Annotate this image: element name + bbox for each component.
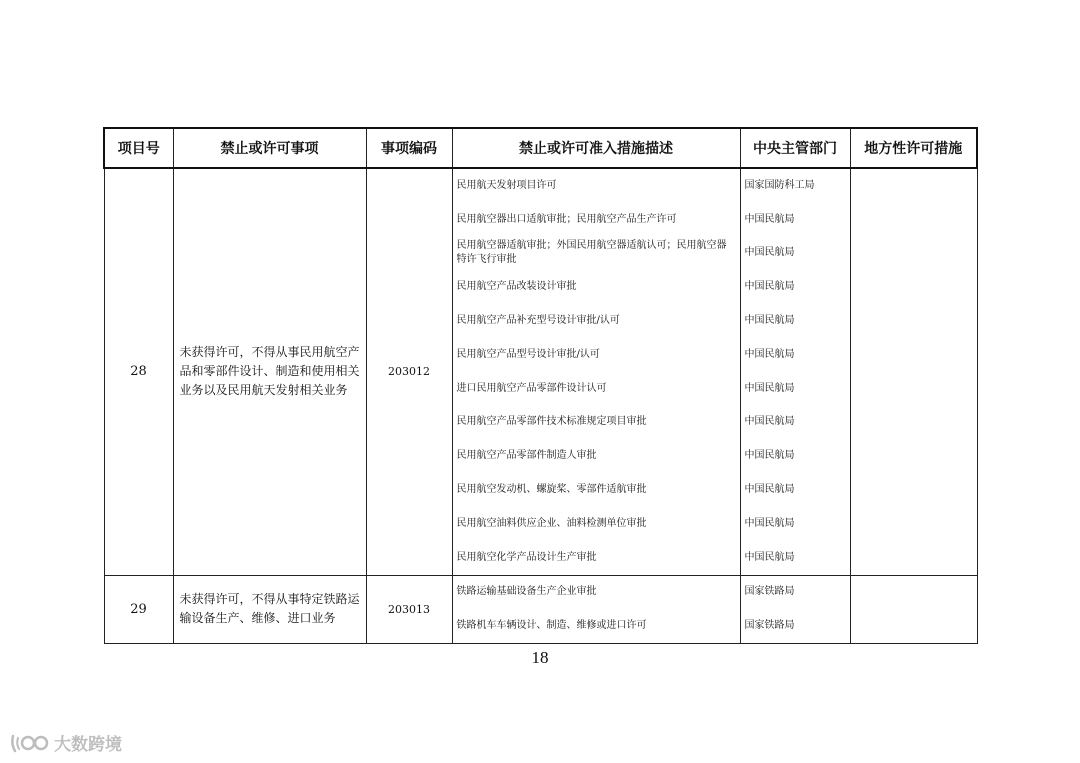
measure-desc: 铁路机车车辆设计、制造、维修或进口许可	[456, 619, 647, 631]
measure-dept: 中国民航局	[744, 450, 795, 462]
watermark-logo-icon	[10, 732, 50, 754]
measure-dept: 国家铁路局	[744, 619, 795, 631]
table-row-28	[104, 168, 977, 575]
item-number: 28	[104, 168, 173, 575]
header-row	[104, 128, 977, 168]
local-measure	[850, 575, 977, 643]
measure-dept: 中国民航局	[744, 281, 795, 293]
measure-desc: 民用航空化学产品设计生产审批	[456, 551, 597, 563]
table-row-29	[104, 575, 977, 643]
header-measure: 禁止或许可准入措施描述	[452, 128, 740, 168]
measure-desc: 民用航空器适航审批；外国民用航空器适航认可；民用航空器特许飞行审批	[456, 240, 727, 266]
watermark-text: 大数跨境	[54, 735, 122, 755]
item-description: 未获得许可，不得从事民用航空产品和零部件设计、制造和使用相关业务以及民用航天发射相关业务	[173, 168, 366, 575]
measure-desc: 民用航空油料供应企业、油料检测单位审批	[456, 517, 647, 529]
item-number: 29	[104, 575, 173, 643]
measure-dept: 中国民航局	[744, 348, 795, 360]
watermark	[10, 730, 122, 755]
measure-dept: 中国民航局	[744, 551, 795, 563]
header-local: 地方性许可措施	[850, 128, 977, 168]
measure-desc: 进口民用航空产品零部件设计认可	[456, 382, 607, 394]
measure-list	[452, 575, 740, 643]
measure-desc: 民用航天发射项目许可	[456, 179, 557, 191]
measure-dept: 国家国防科工局	[744, 179, 815, 191]
measure-desc: 铁路运输基础设备生产企业审批	[456, 586, 597, 598]
measure-list	[452, 168, 740, 575]
measure-desc: 民用航空产品改装设计审批	[456, 281, 577, 293]
measure-desc: 民用航空产品零部件技术标准规定项目审批	[456, 416, 647, 428]
measure-dept: 中国民航局	[744, 484, 795, 496]
header-item: 禁止或许可事项	[173, 128, 366, 168]
header-code: 事项编码	[366, 128, 452, 168]
measure-desc: 民用航空产品零部件制造人审批	[456, 450, 597, 462]
header-dept: 中央主管部门	[740, 128, 850, 168]
measure-dept: 中国民航局	[744, 517, 795, 529]
measure-dept: 中国民航局	[744, 382, 795, 394]
measure-desc: 民用航空发动机、螺旋桨、零部件适航审批	[456, 484, 647, 496]
dept-list	[740, 168, 850, 575]
measure-dept: 中国民航局	[744, 315, 795, 327]
measure-desc: 民用航空产品补充型号设计审批/认可	[456, 315, 620, 327]
measure-dept: 中国民航局	[744, 213, 795, 225]
measure-dept: 中国民航局	[744, 247, 795, 259]
measure-desc: 民用航空产品型号设计审批/认可	[456, 348, 600, 360]
page-number: 18	[531, 648, 549, 667]
dept-list	[740, 575, 850, 643]
permit-table	[103, 127, 978, 644]
item-code: 203012	[366, 168, 452, 575]
measure-dept: 国家铁路局	[744, 586, 795, 598]
measure-desc: 民用航空器出口适航审批；民用航空产品生产许可	[456, 213, 677, 225]
item-description: 未获得许可，不得从事特定铁路运输设备生产、维修、进口业务	[173, 575, 366, 643]
header-number: 项目号	[104, 128, 173, 168]
measure-dept: 中国民航局	[744, 416, 795, 428]
local-measure	[850, 168, 977, 575]
item-code: 203013	[366, 575, 452, 643]
